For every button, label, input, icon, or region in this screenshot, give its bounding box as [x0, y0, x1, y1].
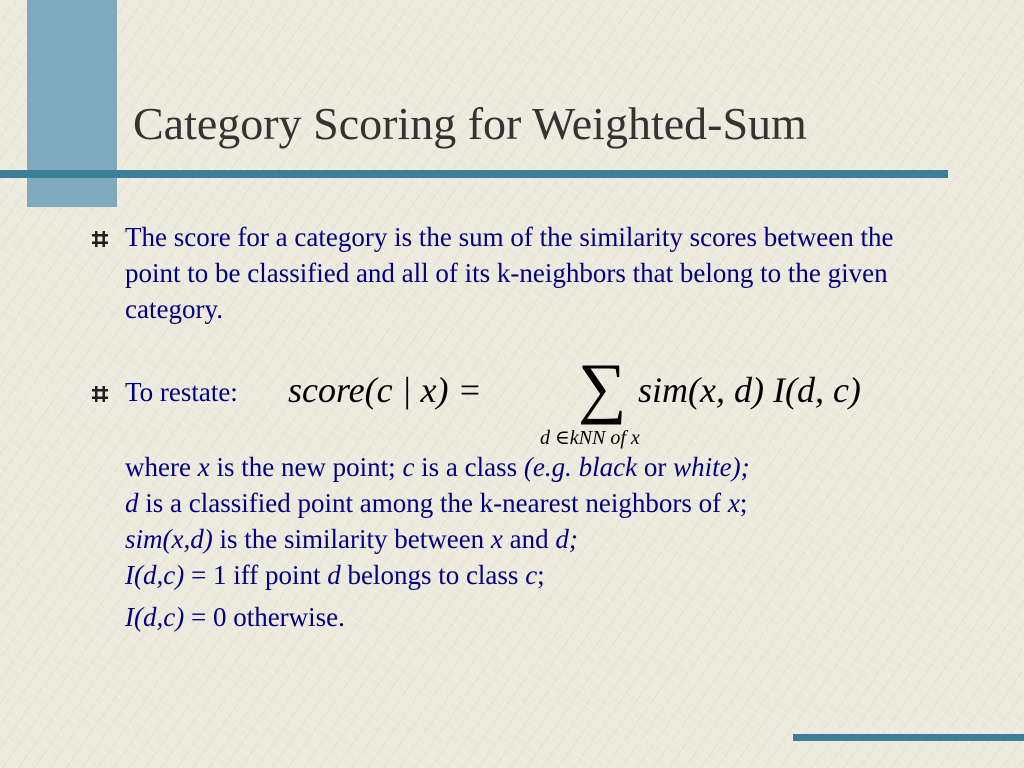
definition-line-2 — [125, 485, 945, 521]
summation-subscript: d ∈kNN of x — [540, 427, 640, 449]
definition-line-5 — [125, 599, 945, 635]
definition-example: (e.g. — [523, 452, 572, 482]
definition-text: or — [637, 452, 674, 482]
definition-text: is the new point; — [209, 452, 403, 482]
definition-text: is the similarity between — [212, 524, 491, 554]
definition-variable: sim(x,d) — [125, 524, 213, 554]
definition-variable: I(d,c) — [125, 602, 185, 632]
definition-text: ; — [537, 560, 545, 590]
definition-variable: I(d,c) — [125, 560, 185, 590]
definition-variable: x — [490, 524, 503, 554]
definition-example: white); — [673, 452, 750, 482]
definition-line-3 — [125, 521, 945, 557]
definition-example: black — [578, 452, 638, 482]
formula-rhs: sim(x, d) I(d, c) — [638, 370, 861, 410]
definition-variable: d — [327, 560, 341, 590]
definition-variable: c — [402, 452, 415, 482]
definition-text: = 1 iff point — [184, 560, 328, 590]
square-hash-bullet-icon — [92, 386, 108, 402]
definition-variable: d; — [555, 524, 578, 554]
definition-variable: x — [197, 452, 210, 482]
definition-line-1 — [125, 449, 945, 485]
restate-label: To restate: — [125, 377, 238, 407]
definition-text: and — [502, 524, 556, 554]
definitions-block — [125, 449, 945, 635]
summation-symbol: ∑ — [578, 349, 627, 425]
definition-text: is a class — [414, 452, 524, 482]
definition-text: is a classified point among the k-nearest neighbors of — [138, 488, 728, 518]
slide-title: Category Scoring for Weighted-Sum — [133, 98, 807, 149]
definition-line-4 — [125, 557, 945, 593]
definition-variable: x — [727, 488, 740, 518]
definition-variable: d — [125, 488, 139, 518]
definition-text: where — [125, 452, 198, 482]
definition-variable: c — [525, 560, 538, 590]
title-rule — [0, 170, 948, 178]
bullet-1-text: The score for a category is the sum of the similarity scores between the point to be classified and all of its k-neighbors that belong to the given category. — [125, 222, 894, 324]
definition-text — [572, 452, 579, 482]
definition-text: = 0 otherwise. — [184, 602, 345, 632]
formula-lhs: score(c | x) = — [288, 370, 482, 410]
definition-text: ; — [739, 488, 748, 518]
definition-text: belongs to class — [340, 560, 526, 590]
square-hash-bullet-icon — [92, 231, 108, 247]
bottom-rule — [793, 734, 1024, 741]
